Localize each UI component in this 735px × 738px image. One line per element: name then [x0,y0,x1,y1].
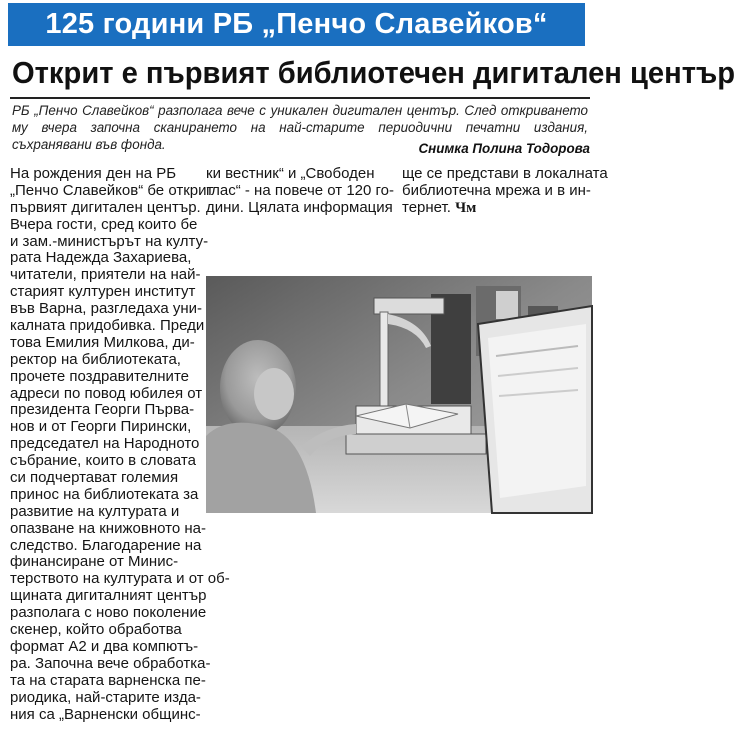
column-line: и зам.-министърът на култу- [10,232,209,250]
headline-rule [10,97,590,99]
column-line: ки вестник“ и „Свободен [206,165,375,182]
column-line: президента Георги Първа- [10,401,195,419]
column-line: следство. Благодарение на [10,536,202,554]
section-banner: 125 години РБ „Пенчо Славейков“ [8,3,585,46]
column-line: опазване на книжовното на- [10,519,206,537]
column-line: формат А2 и два компютъ- [10,637,199,655]
column-line: адреси по повод юбилея от [10,384,203,402]
column-line: ния са „Варненски общинс- [10,705,201,723]
column-line: калната придобивка. Преди [10,317,205,335]
column-line: това Емилия Милкова, ди- [10,333,195,351]
column-line: ще се представи в локалната [402,165,608,182]
column-line: първият дигитален център. [10,198,201,216]
column-line: финансиране от Минис- [10,553,179,571]
column-line: скенер, който обработва [10,621,182,639]
column-line: глас“ - на повече от 120 го- [206,181,395,199]
column-line [402,200,594,217]
column-line: развитие на културата и [10,502,180,520]
photo-illustration [206,276,592,513]
column-line: Вчера гости, сред които бе [10,215,198,233]
author-signature: Чм [455,199,477,216]
column-line: старият културен институт [10,283,196,301]
column-line: нов и от Георги Пирински, [10,418,192,436]
column-line: „Пенчо Славейков“ бе открит [10,181,214,199]
column-line: дини. Цялата информация [206,198,393,216]
column-line: ректор на библиотеката, [10,350,181,368]
column-line: разполага с ново поколение [10,604,207,622]
column-line: събрание, които в словата [10,452,196,470]
column-line: рата Надежда Захариева, [10,249,192,267]
column-line: председател на Народното [10,435,200,453]
article-headline: Открит е първият библиотечен дигитален център [12,55,735,90]
photo-credit: Снимка Полина Тодорова [418,141,590,156]
column-line: си подчертават големия [10,469,179,487]
column-line: та на старата варненска пе- [10,671,206,689]
article-photo [206,276,592,513]
article-column-3 [402,165,608,217]
column-line: риодика, най-старите изда- [10,688,201,706]
column-line-end: тернет. [402,198,451,216]
column-line: терството на културата и от об- [10,570,230,588]
article-column-2 [206,166,396,217]
article-lead: РБ „Пенчо Славейков“ разполага вече с уникален дигитален център. След откриването му вчера започна сканирането на най-старите периодични печатни издания, съхранявани във фонда. [12,103,588,152]
article-column-1 [10,165,230,723]
column-line: щината дигиталният център [10,587,207,605]
column-line: библиотечна мрежа и в ин- [402,181,591,199]
column-line: читатели, приятели на най- [10,266,201,284]
column-line: във Варна, разгледаха уни- [10,300,203,318]
column-line: прочете поздравителните [10,367,189,385]
column-line: ра. Започна вече обработка- [10,654,211,672]
column-line: принос на библиотеката за [10,485,199,503]
column-line: На рождения ден на РБ [10,165,177,182]
